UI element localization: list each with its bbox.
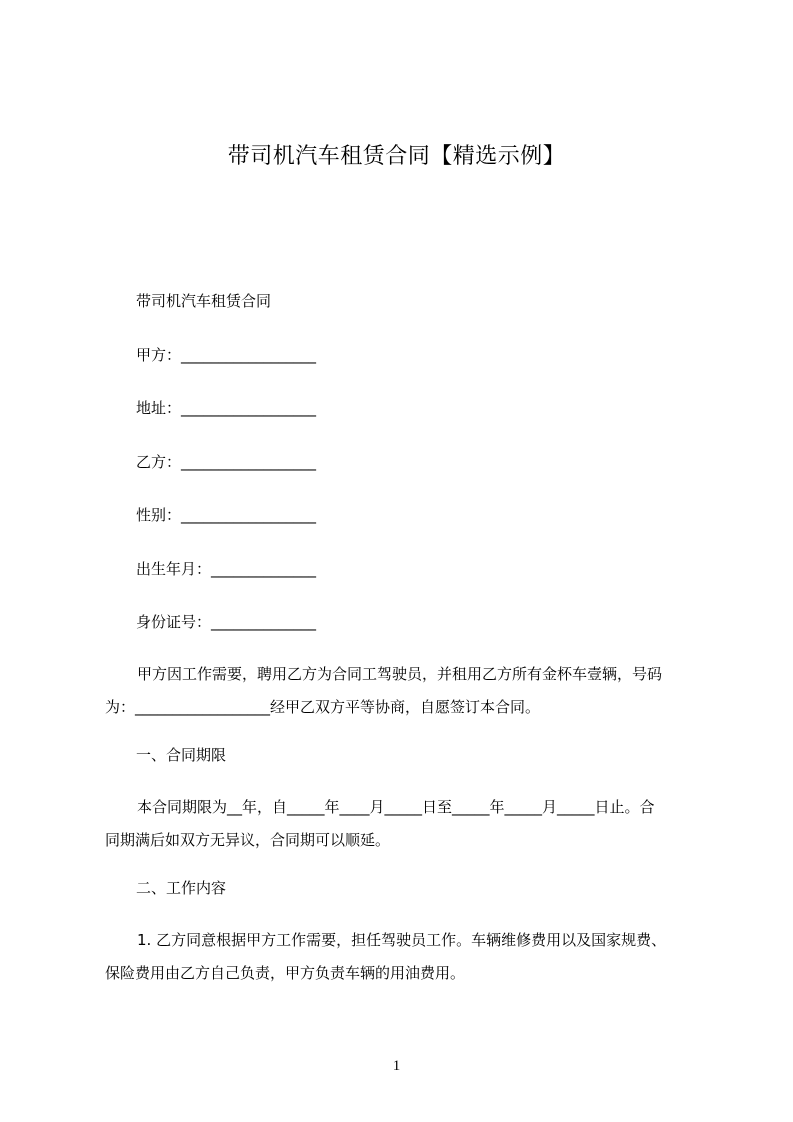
- paragraph-line: 甲方因工作需要，聘用乙方为合同工驾驶员，并租用乙方所有金杯车壹辆，号码: [137, 665, 663, 683]
- field-blank: __________________: [181, 453, 317, 471]
- field-label: 乙方：: [136, 453, 182, 471]
- contract-subtitle: 带司机汽车租赁合同: [136, 292, 272, 310]
- work-paragraph: [105, 924, 705, 990]
- field-party-b: [136, 452, 316, 472]
- paragraph-line: 本合同期限为__年，自_____年____月_____日至_____年_____月_____日止。合: [137, 798, 655, 816]
- field-label: 身份证号：: [136, 613, 212, 631]
- field-blank: __________________: [181, 399, 317, 417]
- paragraph-line: 同期满后如双方无异议，合同期可以顺延。: [105, 831, 391, 849]
- intro-paragraph: [105, 658, 705, 724]
- field-address: [136, 398, 316, 418]
- term-paragraph: [105, 791, 705, 857]
- section-heading-work: 二、工作内容: [136, 879, 227, 897]
- paragraph-line: 为：__________________经甲乙双方平等协商，自愿签订本合同。: [105, 698, 541, 716]
- field-birth-date: [136, 559, 316, 579]
- section-heading-term: 一、合同期限: [136, 746, 227, 764]
- field-blank: ______________: [211, 560, 317, 578]
- field-blank: ______________: [211, 613, 317, 631]
- document-title: 带司机汽车租赁合同【精选示例】: [227, 144, 566, 169]
- paragraph-line: 1. 乙方同意根据甲方工作需要，担任驾驶员工作。车辆维修费用以及国家规费、: [137, 931, 667, 949]
- field-label: 地址：: [136, 399, 182, 417]
- field-label: 甲方：: [136, 346, 182, 364]
- field-label: 性别：: [136, 506, 182, 524]
- paragraph-line: 保险费用由乙方自己负责，甲方负责车辆的用油费用。: [105, 964, 466, 982]
- field-blank: __________________: [181, 346, 317, 364]
- page-number: 1: [392, 1058, 401, 1074]
- field-blank: __________________: [181, 506, 317, 524]
- field-id-number: [136, 612, 316, 632]
- field-label: 出生年月：: [136, 560, 212, 578]
- field-gender: [136, 505, 316, 525]
- field-party-a: [136, 345, 316, 365]
